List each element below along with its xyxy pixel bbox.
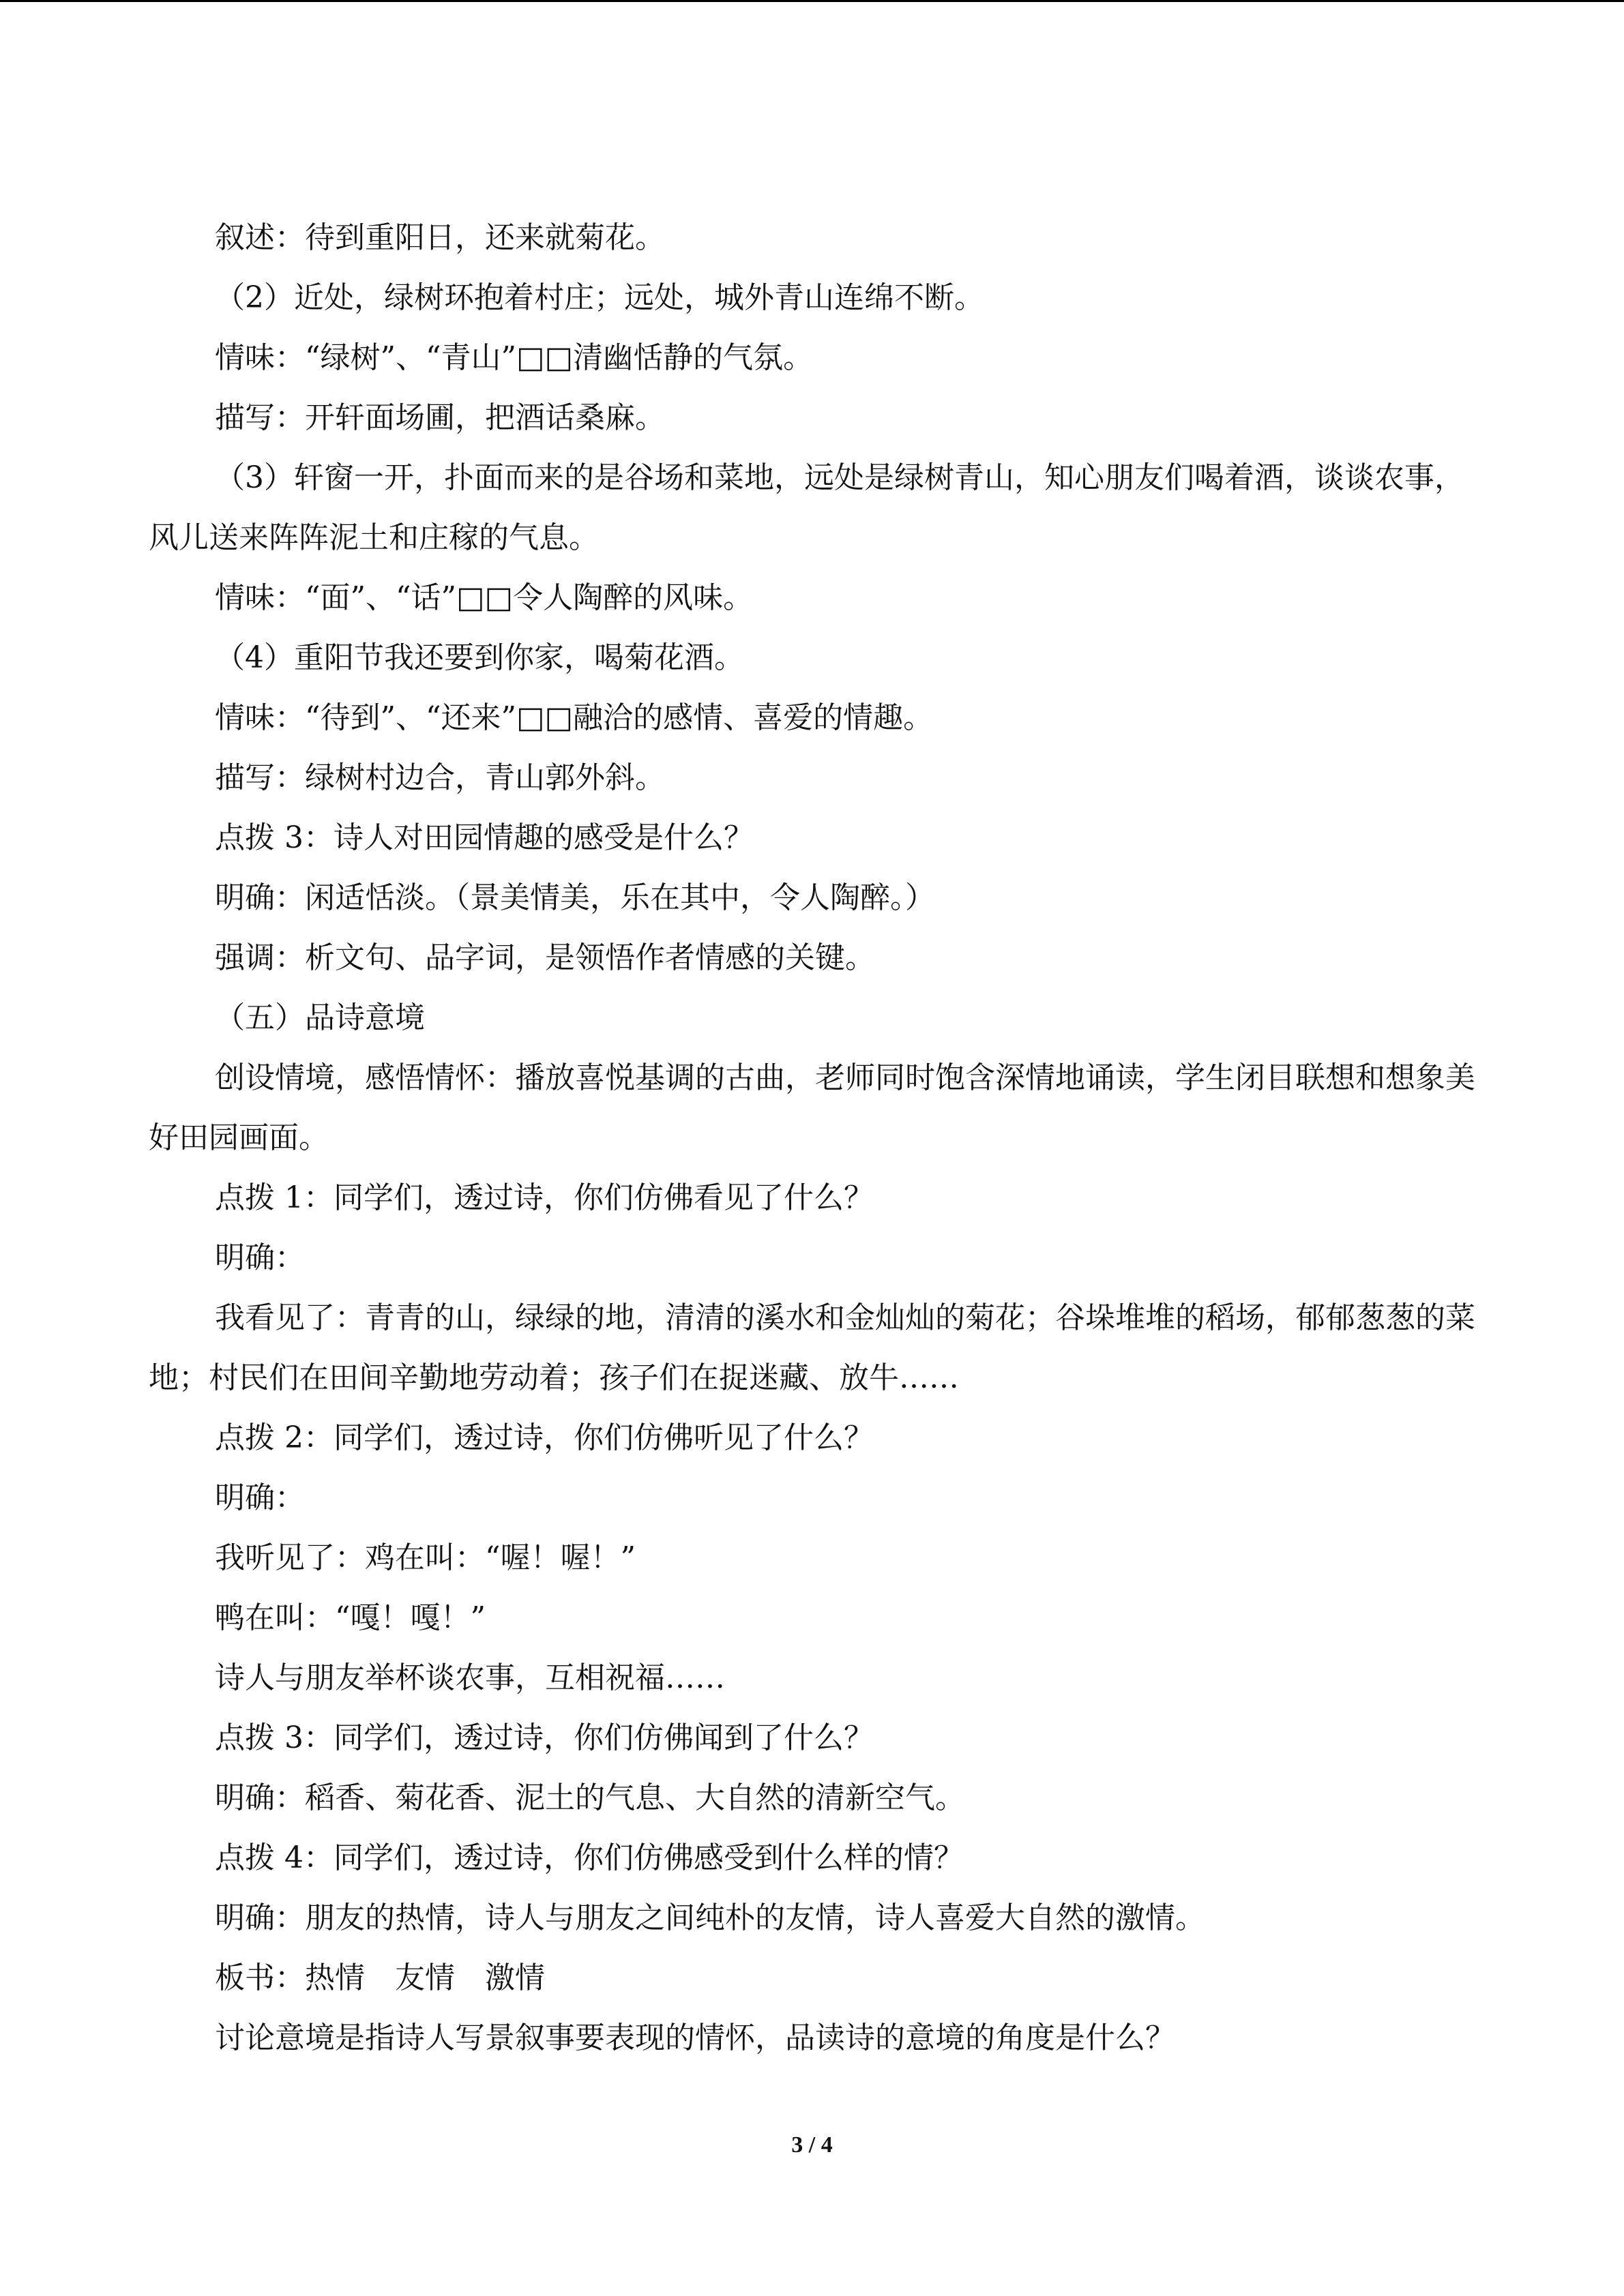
paragraph: 诗人与朋友举杯谈农事，互相祝福…… <box>215 1660 725 1695</box>
paragraph: （3）轩窗一开，扑面而来的是谷场和菜地，远处是绿树青山，知心朋友们喝着酒，谈谈农事，风儿送来阵阵泥土和庄稼的气息。 <box>149 460 1464 555</box>
paragraph: 情味：“绿树”、“青山”□□清幽恬静的气氛。 <box>215 340 814 375</box>
paragraph: 讨论意境是指诗人写景叙事要表现的情怀，品读诗的意境的角度是什么？ <box>215 2021 1175 2055</box>
paragraph: 板书：热情 友情 激情 <box>215 1960 545 1995</box>
section-heading: （五）品诗意境 <box>215 1000 425 1035</box>
paragraph: 点拨 4：同学们，透过诗，你们仿佛感受到什么样的情？ <box>215 1840 964 1875</box>
paragraph: 明确： <box>215 1480 305 1515</box>
paragraph: 强调：析文句、品字词，是领悟作者情感的关键。 <box>215 940 875 975</box>
paragraph: 明确：稻香、菊花香、泥土的气息、大自然的清新空气。 <box>215 1780 965 1815</box>
page-top-border <box>0 0 1624 2</box>
paragraph: 点拨 2：同学们，透过诗，你们仿佛听见了什么？ <box>215 1420 874 1455</box>
paragraph: 情味：“待到”、“还来”□□融洽的感情、喜爱的情趣。 <box>215 700 934 735</box>
paragraph: 创设情境，感悟情怀：播放喜悦基调的古曲，老师同时饱含深情地诵读，学生闭目联想和想象美好田园画面。 <box>149 1060 1475 1155</box>
paragraph: 我听见了：鸡在叫：“喔！喔！” <box>215 1540 636 1575</box>
paragraph: 点拨 3：同学们，透过诗，你们仿佛闻到了什么？ <box>215 1720 874 1755</box>
paragraph: 点拨 1：同学们，透过诗，你们仿佛看见了什么？ <box>215 1180 874 1215</box>
paragraph: 明确： <box>215 1240 305 1275</box>
paragraph: 我看见了：青青的山，绿绿的地，清清的溪水和金灿灿的菊花；谷垛堆堆的稻场，郁郁葱葱的菜地；村民们在田间辛勤地劳动着；孩子们在捉迷藏、放牛…… <box>149 1300 1475 1395</box>
paragraph: 明确：朋友的热情，诗人与朋友之间纯朴的友情，诗人喜爱大自然的激情。 <box>215 1900 1205 1935</box>
paragraph: 描写：绿树村边合，青山郭外斜。 <box>215 760 665 795</box>
paragraph: （2）近处，绿树环抱着村庄；远处，城外青山连绵不断。 <box>215 280 984 315</box>
paragraph: 描写：开轩面场圃，把酒话桑麻。 <box>215 400 665 435</box>
paragraph: 鸭在叫：“嘎！嘎！” <box>215 1600 486 1635</box>
paragraph: 点拨 3：诗人对田园情趣的感受是什么？ <box>215 820 754 855</box>
paragraph: （4）重阳节我还要到你家，喝菊花酒。 <box>215 640 744 675</box>
document-body <box>149 208 1475 2068</box>
paragraph: 情味：“面”、“话”□□令人陶醉的风味。 <box>215 580 754 615</box>
page-number: 3 / 4 <box>791 2132 833 2158</box>
paragraph: 叙述：待到重阳日，还来就菊花。 <box>215 220 665 255</box>
paragraph: 明确：闲适恬淡。（景美情美，乐在其中，令人陶醉。） <box>215 880 935 915</box>
